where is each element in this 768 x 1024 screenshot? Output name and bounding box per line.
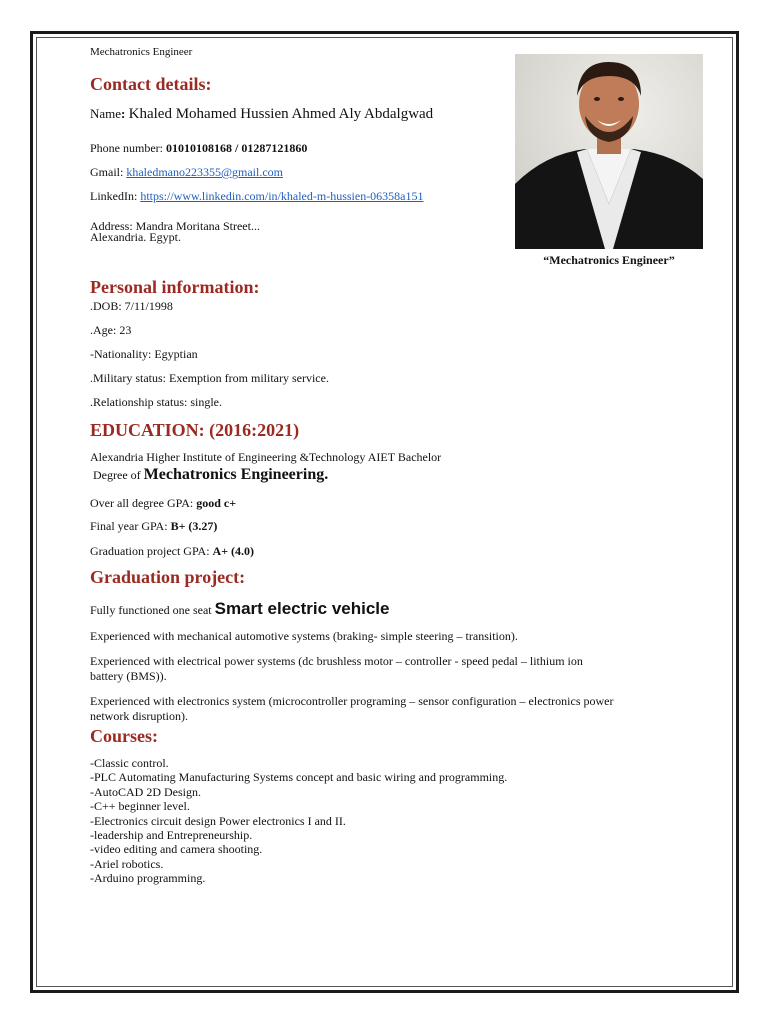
course-item: -Arduino programming. (90, 871, 206, 886)
personal-relationship: .Relationship status: single. (90, 395, 222, 409)
gpa-overall-row (90, 496, 236, 510)
name-colon: : (121, 106, 129, 121)
project-exp-electrical-1: Experienced with electrical power systems (dc brushless motor – controller - speed pedal – lithium ion (90, 654, 583, 668)
name-value: Khaled Mohamed Hussien Ahmed Aly Abdalgwad (128, 106, 434, 122)
personal-dob: .DOB: 7/11/1998 (90, 299, 173, 313)
personal-military: .Military status: Exemption from military service. (90, 371, 329, 385)
profile-photo (515, 54, 703, 249)
project-exp-electronics-2: network disruption). (90, 709, 188, 723)
project-exp-mechanical: Experienced with mechanical automotive systems (braking- simple steering – transition). (90, 629, 518, 643)
gmail-link[interactable]: khaledmano223355@gmail.com (126, 165, 284, 179)
education-line-1: Alexandria Higher Institute of Engineering &Technology AIET Bachelor (90, 450, 442, 464)
course-item: -Classic control. (90, 756, 169, 770)
gpa-project-label: Graduation project GPA: (90, 544, 213, 558)
project-title: Smart electric vehicle (214, 599, 390, 618)
header-subtitle: Mechatronics Engineer (90, 46, 193, 58)
phone-value: 01010108168 / 01287121860 (166, 141, 308, 155)
address-line-2: Alexandria. Egypt. (90, 230, 181, 244)
project-heading: Graduation project: (90, 567, 246, 587)
linkedin-link[interactable]: https://www.linkedin.com/in/khaled-m-hussien-06358a151 (140, 189, 424, 203)
gmail-label: Gmail: (90, 165, 127, 179)
project-exp-electronics-1: Experienced with electronics system (microcontroller programing – sensor configuration – electronics power (90, 694, 614, 708)
gpa-final-value: B+ (3.27) (170, 519, 218, 533)
gpa-final-row (90, 519, 217, 533)
education-line-2 (90, 465, 328, 484)
course-item: -C++ beginner level. (90, 799, 190, 814)
courses-heading: Courses: (90, 726, 158, 746)
education-heading: EDUCATION: (2016:2021) (90, 420, 300, 440)
course-item: -Ariel robotics. (90, 856, 164, 871)
address-line-1: Address: Mandra Moritana Street... (90, 219, 260, 233)
personal-nationality: -Nationality: Egyptian (90, 347, 198, 361)
gpa-overall-label: Over all degree GPA: (90, 496, 197, 510)
gpa-overall-value: good c+ (196, 496, 237, 510)
course-item: -video editing and camera shooting. (90, 842, 263, 857)
project-intro: Fully functioned one seat (90, 603, 215, 617)
course-item: -Electronics circuit design Power electronics I and II. (90, 813, 346, 828)
gpa-final-label: Final year GPA: (90, 519, 171, 533)
project-title-row (90, 599, 389, 619)
degree-name: Mechatronics Engineering. (143, 466, 329, 483)
photo-caption: “Mechatronics Engineer” (543, 253, 675, 267)
phone-row (90, 141, 307, 155)
course-item: -leadership and Entrepreneurship. (90, 827, 253, 842)
degree-prefix: Degree of (93, 468, 144, 482)
personal-age: .Age: 23 (90, 323, 132, 337)
gpa-project-value: A+ (4.0) (212, 544, 255, 558)
name-label: Name (90, 106, 122, 121)
contact-heading: Contact details: (90, 74, 212, 94)
course-item: -AutoCAD 2D Design. (90, 784, 201, 799)
project-exp-electrical-2: battery (BMS)). (90, 669, 167, 683)
linkedin-row (90, 189, 424, 203)
personal-heading: Personal information: (90, 277, 260, 297)
phone-label: Phone number: (90, 141, 166, 155)
courses-list (90, 756, 507, 886)
course-item: -PLC Automating Manufacturing Systems concept and basic wiring and programming. (90, 770, 508, 785)
gpa-project-row (90, 544, 254, 558)
linkedin-label: LinkedIn: (90, 189, 141, 203)
gmail-row (90, 165, 283, 179)
contact-name-row (90, 105, 433, 123)
